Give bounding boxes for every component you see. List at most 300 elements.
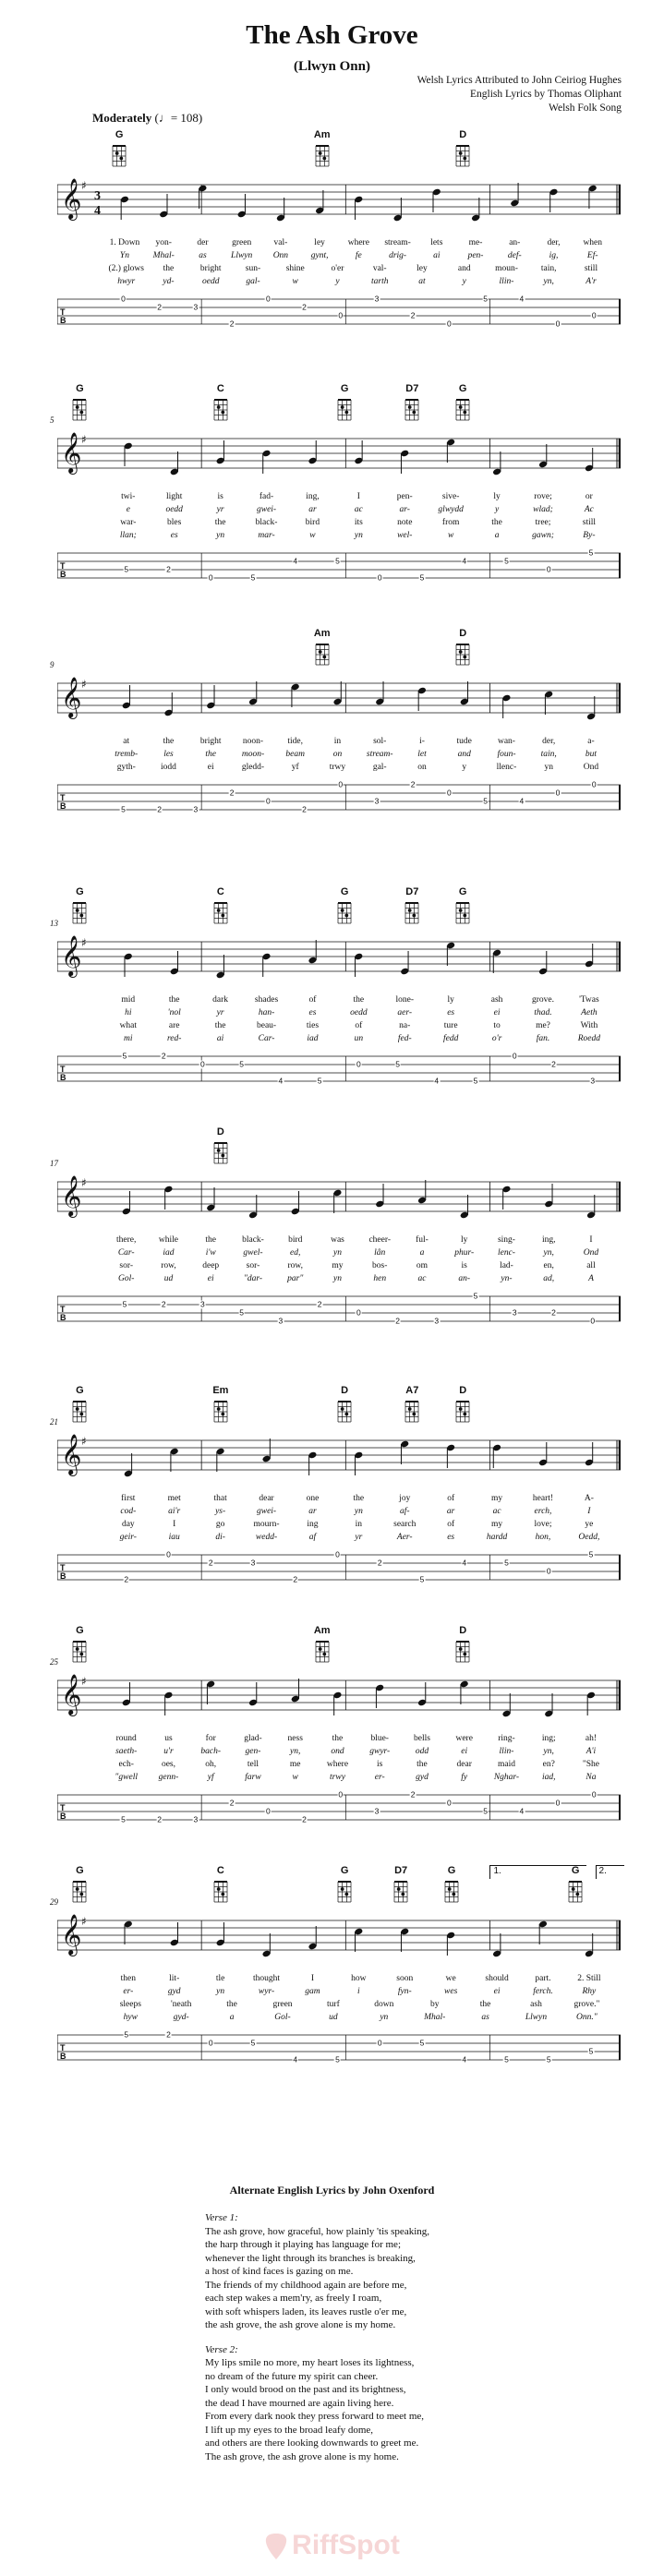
alternate-lyrics <box>205 2211 611 2474</box>
lyric-syllable: joy <box>399 1494 411 1503</box>
tablature-staff <box>57 779 621 816</box>
chord-name: G <box>76 1385 84 1396</box>
tab-fret-number: 0 <box>265 796 271 806</box>
lyric-syllable: of <box>447 1494 455 1503</box>
tab-fret-number: 5 <box>239 1307 245 1318</box>
lyric-line <box>57 1747 621 1759</box>
lyric-syllable: es <box>170 531 178 540</box>
lyric-syllable: but <box>585 750 598 759</box>
chord-symbol <box>331 1865 358 1904</box>
lyric-syllable: ley <box>417 264 428 273</box>
ukulele-chord-diagram <box>454 142 471 168</box>
chord-symbol <box>331 1385 358 1424</box>
lyric-syllable: y <box>462 277 466 286</box>
tab-fret-number: 2 <box>157 1814 163 1824</box>
tab-clef: T <box>60 2043 66 2052</box>
lyric-syllable: and <box>457 264 471 273</box>
lyric-syllable: gyd- <box>173 2013 189 2022</box>
lyric-syllable: stream- <box>366 750 393 759</box>
lyric-syllable: pen- <box>396 492 413 501</box>
tab-fret-number: 0 <box>447 788 452 798</box>
lyric-syllable: lone- <box>395 995 415 1005</box>
lyric-syllable: oedd <box>201 277 220 286</box>
chord-name: D <box>216 1126 224 1138</box>
lyric-syllable: w <box>292 1773 298 1782</box>
chord-symbol <box>331 383 358 422</box>
lyric-syllable: yn <box>216 1987 225 1996</box>
lyric-syllable: yf <box>207 1773 214 1782</box>
lyric-syllable: shades <box>254 995 279 1005</box>
treble-clef-icon: 𝄞 <box>61 1674 82 1715</box>
music-system <box>50 628 621 824</box>
lyric-syllable: blue- <box>370 1734 389 1743</box>
tab-lines <box>57 1051 621 1088</box>
lyric-syllable: oedd <box>165 505 183 514</box>
lyric-syllable: gwei- <box>256 1507 277 1516</box>
lyric-line <box>57 1987 621 1999</box>
riffspot-logo[interactable] <box>0 2530 664 2561</box>
lyric-syllable: row, <box>287 1261 303 1270</box>
tab-fret-number: 2 <box>551 1307 556 1318</box>
tab-fret-number: 5 <box>588 2046 594 2056</box>
music-staff <box>57 933 621 988</box>
tab-clef: B <box>60 316 66 325</box>
lyric-syllable: I <box>310 1974 315 1983</box>
tab-fret-number: 5 <box>239 1059 245 1069</box>
tab-fret-number: 5 <box>504 556 509 566</box>
lyric-syllable: w <box>292 277 298 286</box>
chord-name: D7 <box>405 383 419 394</box>
lyric-syllable: trwy <box>330 1773 345 1782</box>
lyric-syllable: the <box>491 518 502 527</box>
lyric-syllable: oedd <box>350 1008 368 1017</box>
lyric-syllable: yn <box>354 531 363 540</box>
lyric-syllable: is <box>461 1261 467 1270</box>
tablature-staff <box>57 2029 621 2066</box>
lyric-syllable: Ac <box>584 505 594 514</box>
lyric-syllable: sleeps <box>119 2000 141 2009</box>
chord-symbol <box>449 628 477 667</box>
tab-fret-number: 2 <box>551 1059 556 1069</box>
guitar-pick-icon <box>264 2533 288 2560</box>
lyric-syllable: grove." <box>573 2000 600 2009</box>
lyric-syllable: or <box>585 492 593 501</box>
tab-fret-number: 0 <box>555 319 561 329</box>
verse-2 <box>205 2343 611 2464</box>
verse-label: Verse 2: <box>205 2343 238 2355</box>
lyric-line: a host of kind faces is gazing on me. <box>205 2266 354 2277</box>
chord-symbol <box>398 1385 426 1424</box>
lyric-syllable: hyw <box>123 2013 138 2022</box>
tab-fret-number: 3 <box>200 1299 205 1309</box>
lyric-syllable: bird <box>288 1235 303 1245</box>
lyric-syllable: es <box>447 1533 455 1542</box>
tab-fret-number: 3 <box>193 1814 199 1824</box>
lyric-line <box>57 750 621 762</box>
music-staff <box>57 1911 621 1967</box>
lyric-syllable: tree; <box>535 518 551 527</box>
ukulele-chord-diagram <box>212 396 229 422</box>
lyric-syllable: saeth- <box>115 1747 138 1756</box>
lyric-syllable: yr <box>216 1008 224 1017</box>
lyric-syllable: the <box>205 750 217 759</box>
lyric-syllable: val- <box>273 238 288 247</box>
lyric-syllable: fed- <box>397 1034 412 1043</box>
lyric-syllable: A'i <box>586 1747 597 1756</box>
chord-name: G <box>340 1865 349 1876</box>
ukulele-chord-diagram <box>212 1878 229 1904</box>
alternate-lyrics-title: Alternate English Lyrics by John Oxenford <box>229 2184 435 2197</box>
lyric-line: From every dark nook they press forward to meet me, <box>205 2411 425 2422</box>
lyric-syllable: shine <box>285 264 305 273</box>
tab-fret-number: 3 <box>512 1307 517 1318</box>
lyric-syllable: for <box>205 1734 216 1743</box>
tab-fret-number: 0 <box>265 1806 271 1816</box>
lyric-syllable: der, <box>547 238 561 247</box>
lyric-syllable: yon- <box>155 238 172 247</box>
lyric-syllable: how <box>351 1974 367 1983</box>
tab-fret-number: 3 <box>374 294 380 304</box>
lyric-syllable: dear <box>259 1494 274 1503</box>
tab-fret-number: 0 <box>208 572 213 583</box>
lyric-syllable: wlad; <box>533 505 553 514</box>
lyric-syllable: tide, <box>287 737 304 746</box>
tab-fret-number: 5 <box>483 796 488 806</box>
lyric-syllable: na- <box>399 1021 411 1030</box>
credit-line: Welsh Folk Song <box>549 102 622 114</box>
lyric-syllable: the <box>226 2000 237 2009</box>
tab-fret-number: 0 <box>512 1051 517 1061</box>
chord-name: G <box>458 383 467 394</box>
song-subtitle: (Llwyn Onn) <box>294 59 370 74</box>
lyric-line: The ash grove, how graceful, how plainly 'tis speaking, <box>205 2225 430 2237</box>
lyric-syllable: noon- <box>242 737 264 746</box>
tab-fret-number: 5 <box>419 1574 425 1584</box>
lyric-syllable: bright <box>199 737 222 746</box>
tab-fret-number: 2 <box>166 2029 171 2040</box>
lyric-syllable: wan- <box>497 737 515 746</box>
lyric-syllable: yr <box>216 505 224 514</box>
lyric-syllable: round <box>115 1734 137 1743</box>
tablature-staff <box>57 1291 621 1328</box>
lyric-syllable: llenc- <box>496 763 517 772</box>
key-signature-sharp: ♯ <box>81 936 87 949</box>
lyric-line <box>57 251 621 263</box>
lyric-syllable: us <box>164 1734 173 1743</box>
lyric-syllable: the <box>214 518 226 527</box>
tab-clef: B <box>60 1313 66 1322</box>
lyric-syllable: o'er <box>331 264 344 273</box>
tab-fret-number: 5 <box>122 1299 127 1309</box>
lyric-syllable: iau <box>168 1533 180 1542</box>
chord-symbol <box>66 1865 93 1904</box>
lyric-syllable: is <box>217 492 223 501</box>
music-staff <box>57 1431 621 1487</box>
tab-fret-number: 0 <box>166 1549 171 1559</box>
lyric-syllable: y <box>494 505 500 514</box>
lyric-syllable: der <box>197 238 209 247</box>
tab-fret-number: 5 <box>395 1059 400 1069</box>
lyric-syllable: 'nol <box>167 1008 181 1017</box>
tab-fret-number: 2 <box>161 1051 166 1061</box>
tab-clef: B <box>60 1073 66 1082</box>
lyric-syllable: 2. Still <box>577 1974 601 1983</box>
music-system <box>50 1126 621 1335</box>
lyric-syllable: ud <box>329 2013 338 2022</box>
chord-symbol <box>207 1865 235 1904</box>
ukulele-chord-diagram <box>336 1398 353 1424</box>
tab-fret-number: 0 <box>447 319 452 329</box>
lyric-line <box>57 1533 621 1545</box>
measure-number: 9 <box>50 660 54 669</box>
verse-label: Verse 1: <box>205 2212 238 2223</box>
tab-fret-number: 3 <box>374 1806 380 1816</box>
lyric-line <box>57 1773 621 1785</box>
lyric-syllable: gledd- <box>241 763 265 772</box>
tab-fret-number: 0 <box>591 310 597 320</box>
lyric-syllable: bos- <box>372 1261 388 1270</box>
tab-fret-number: 0 <box>265 294 271 304</box>
tablature-staff <box>57 548 621 584</box>
lyric-syllable: drig- <box>389 251 407 260</box>
lyric-syllable: glad- <box>244 1734 262 1743</box>
tab-fret-number: 0 <box>546 1566 551 1576</box>
lyric-syllable: green <box>272 2000 293 2009</box>
lyric-syllable: Gol- <box>118 1274 135 1283</box>
lyric-syllable: iad <box>307 1034 319 1043</box>
tab-fret-number: 3 <box>434 1316 440 1326</box>
lyric-syllable: the <box>163 737 175 746</box>
lyric-syllable: wel- <box>397 531 413 540</box>
tab-fret-number: 3 <box>193 804 199 814</box>
lyric-syllable: om <box>416 1261 429 1270</box>
chord-name: Am <box>313 1625 331 1636</box>
lyric-line <box>57 264 621 276</box>
lyric-syllable: ful- <box>416 1235 429 1245</box>
chord-symbol <box>387 1865 415 1904</box>
chord-name: C <box>216 886 224 897</box>
tab-lines <box>57 1291 621 1328</box>
lyric-syllable: iodd <box>161 763 176 772</box>
time-signature-top: 3 <box>94 189 101 203</box>
lyric-syllable: ture <box>443 1021 458 1030</box>
tab-fret-number: 4 <box>434 1076 440 1086</box>
lyric-syllable: ash <box>490 995 503 1005</box>
key-signature-sharp: ♯ <box>81 1176 87 1189</box>
lyric-syllable: tle <box>215 1974 225 1983</box>
lyric-syllable: iad, <box>541 1773 556 1782</box>
tab-fret-number: 0 <box>338 779 344 789</box>
tab-fret-number: 4 <box>462 556 467 566</box>
lyric-syllable: odd <box>415 1747 429 1756</box>
lyric-syllable: sing- <box>497 1235 515 1245</box>
tab-clef: T <box>60 1803 66 1812</box>
lyric-syllable: Aeth <box>581 1008 598 1017</box>
lyric-syllable: lân <box>374 1248 386 1258</box>
lyric-syllable: should <box>485 1974 509 1983</box>
lyric-syllable: hwyr <box>117 277 136 286</box>
ukulele-chord-diagram <box>454 899 471 925</box>
lyric-syllable: val- <box>372 264 387 273</box>
ukulele-chord-diagram <box>71 899 88 925</box>
lyric-syllable: Mhal- <box>424 2013 446 2022</box>
music-staff <box>57 429 621 485</box>
lyric-syllable: gam <box>305 1987 320 1996</box>
tab-fret-number: 5 <box>588 1549 594 1559</box>
lyric-syllable: maid <box>497 1760 515 1769</box>
lyric-syllable: ig, <box>549 251 559 260</box>
lyric-syllable: a <box>494 531 500 540</box>
tab-fret-number: 5 <box>121 804 126 814</box>
lyric-syllable: fe <box>355 251 362 260</box>
lyric-syllable: wedd- <box>255 1533 278 1542</box>
treble-clef-icon: 𝄞 <box>61 432 82 473</box>
chord-symbol <box>449 383 477 422</box>
lyric-syllable: gynt, <box>310 251 329 260</box>
tab-fret-number: 2 <box>229 319 235 329</box>
tab-fret-number: 4 <box>293 556 298 566</box>
lyric-syllable: heart! <box>532 1494 554 1503</box>
lyric-syllable: yn, <box>290 1747 301 1756</box>
tab-fret-number: 4 <box>293 2054 298 2064</box>
lyric-syllable: of <box>447 1520 455 1529</box>
lyric-syllable: e <box>126 505 130 514</box>
lyric-syllable: Gol- <box>274 2013 291 2022</box>
chord-symbol <box>66 383 93 422</box>
tab-fret-number: 0 <box>338 1789 344 1800</box>
lyric-line <box>57 1008 621 1020</box>
lyric-syllable: mar- <box>258 531 275 540</box>
tab-fret-number: 5 <box>504 1558 509 1568</box>
logo-text: RiffSpot <box>292 2530 400 2560</box>
lyric-syllable: one <box>306 1494 320 1503</box>
lyric-syllable: sive- <box>441 492 460 501</box>
lyric-syllable: foun- <box>497 750 516 759</box>
lyric-syllable: wes <box>444 1987 458 1996</box>
lyric-syllable: 1. Down <box>109 238 140 247</box>
lyric-syllable: still <box>582 518 597 527</box>
chord-name: D7 <box>405 886 419 897</box>
lyric-syllable: an- <box>509 238 521 247</box>
lyric-syllable: yn- <box>501 1274 513 1283</box>
tab-clef: B <box>60 1571 66 1581</box>
lyric-syllable: dear <box>456 1760 472 1769</box>
lyric-syllable: grove. <box>531 995 554 1005</box>
ukulele-chord-diagram <box>404 396 420 422</box>
lyric-syllable: i- <box>419 737 425 746</box>
tab-fret-number: 5 <box>504 2054 509 2064</box>
music-system <box>50 1385 621 1594</box>
lyric-syllable: to <box>493 1021 501 1030</box>
ukulele-chord-diagram <box>314 1638 331 1664</box>
tab-clef: T <box>60 1563 66 1572</box>
measure-number: 13 <box>50 919 58 928</box>
lyric-syllable: ai'r <box>168 1507 181 1516</box>
lyric-syllable: tain, <box>540 264 557 273</box>
chord-name: D <box>459 1625 467 1636</box>
tab-fret-number: 2 <box>293 1574 298 1584</box>
lyric-syllable: at <box>123 737 130 746</box>
lyric-syllable: der, <box>542 737 556 746</box>
lyric-syllable: Yn <box>119 251 129 260</box>
chord-name: C <box>216 1865 224 1876</box>
ukulele-chord-diagram <box>443 1878 460 1904</box>
lyric-syllable: "dar- <box>243 1274 263 1283</box>
lyric-syllable: ys- <box>215 1507 226 1516</box>
lyric-syllable: note <box>397 518 413 527</box>
lyric-line <box>57 1734 621 1746</box>
lyric-syllable: the <box>168 995 180 1005</box>
lyric-syllable: the <box>332 1734 344 1743</box>
measure-number: 21 <box>50 1417 58 1426</box>
lyric-syllable: row, <box>161 1261 176 1270</box>
lyric-line: The ash grove, the ash grove alone is my home. <box>205 2450 399 2462</box>
lyric-syllable: ly <box>461 1235 468 1245</box>
lyric-line <box>57 1507 621 1519</box>
chord-symbol <box>449 886 477 925</box>
chord-name: G <box>340 886 349 897</box>
lyric-syllable: ar <box>446 1507 455 1516</box>
lyric-line: and others are there looking downwards to greet me. <box>205 2438 419 2449</box>
lyric-syllable: ech- <box>118 1760 134 1769</box>
lyric-syllable: dark <box>212 995 229 1005</box>
lyric-syllable: still <box>584 264 598 273</box>
tab-fret-number: 0 <box>555 1798 561 1808</box>
chord-symbol <box>308 129 336 168</box>
lyric-syllable: o'r <box>491 1034 502 1043</box>
lyric-syllable: at <box>418 277 426 286</box>
lyric-syllable: trwy <box>329 763 346 772</box>
lyric-syllable: the <box>353 1494 365 1503</box>
lyric-syllable: Mhal- <box>152 251 175 260</box>
ukulele-chord-diagram <box>404 899 420 925</box>
lyric-line <box>57 492 621 504</box>
ukulele-chord-diagram <box>336 1878 353 1904</box>
lyric-syllable: def- <box>507 251 522 260</box>
lyric-syllable: gal- <box>246 277 260 286</box>
lyric-syllable: ed, <box>290 1248 301 1258</box>
lyric-syllable: (2.) glows <box>108 264 144 273</box>
tab-clef: T <box>60 793 66 802</box>
lyric-syllable: ing, <box>541 1235 556 1245</box>
lyric-syllable: I <box>587 1507 591 1516</box>
tab-fret-number: 5 <box>124 2029 129 2040</box>
tab-fret-number: 5 <box>250 572 256 583</box>
tab-clef: B <box>60 2052 66 2061</box>
lyric-syllable: I <box>356 492 360 501</box>
lyric-syllable: black- <box>242 1235 264 1245</box>
tab-lines <box>57 548 621 584</box>
chord-name: G <box>447 1865 456 1876</box>
lyric-syllable: its <box>354 518 363 527</box>
ukulele-chord-diagram <box>71 1878 88 1904</box>
lyric-line: the dead I have mourned are again living here. <box>205 2397 394 2409</box>
tab-fret-number: 5 <box>122 1051 127 1061</box>
lyric-syllable: of <box>308 995 317 1005</box>
lyric-syllable: tain, <box>540 750 557 759</box>
tab-fret-number: 2 <box>157 302 163 312</box>
lyric-syllable: ai <box>433 251 441 260</box>
tab-fret-number: 0 <box>208 2038 213 2048</box>
lyric-syllable: les <box>163 750 174 759</box>
lyric-syllable: With <box>580 1021 598 1030</box>
lyric-syllable: yn <box>332 1274 342 1283</box>
lyric-syllable: met <box>167 1494 181 1503</box>
lyric-syllable: af <box>308 1533 317 1542</box>
tab-clef: T <box>60 1065 66 1074</box>
lyric-line <box>57 1248 621 1260</box>
tempo-value: (♩= 108) <box>154 111 203 125</box>
